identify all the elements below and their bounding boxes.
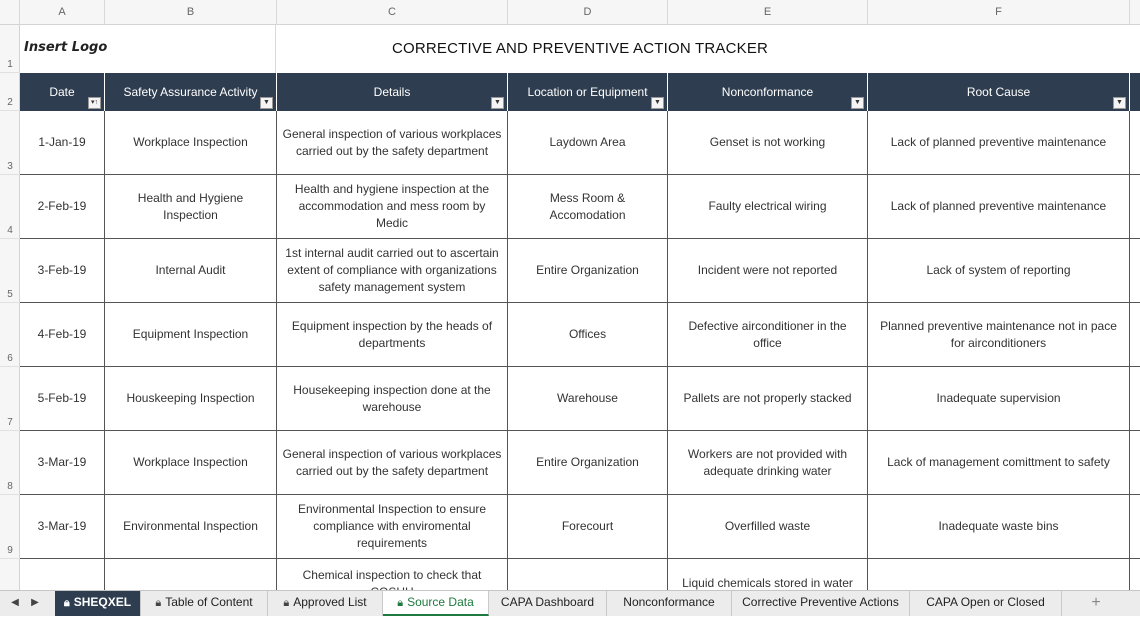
cell-date[interactable] [20,559,105,590]
page-title[interactable]: CORRECTIVE AND PREVENTIVE ACTION TRACKER [391,40,769,57]
header-location[interactable] [508,73,668,111]
table-row [20,559,1140,590]
column-header-b[interactable]: B [105,0,277,25]
header-date[interactable] [20,73,105,111]
tab-label: Nonconformance [623,595,715,609]
filter-dropdown-icon[interactable]: ▼ [651,97,664,109]
logo-placeholder[interactable]: Insert Logo [24,25,276,73]
cell-location[interactable]: Forecourt [508,495,668,558]
header-details[interactable] [277,73,508,111]
cell-details[interactable]: Health and hygiene inspection at the accommodation and mess room by Medic [277,175,508,238]
cell-location[interactable]: Entire Organization [508,239,668,302]
cell-activity[interactable]: Internal Audit [105,239,277,302]
cell-date[interactable]: 5-Feb-19 [20,367,105,430]
cell-root-cause[interactable]: Lack of system of reporting [868,239,1130,302]
row-header-1[interactable]: 1 [0,25,20,73]
tab-source-data[interactable] [383,591,489,616]
filter-dropdown-icon[interactable]: ▼ [260,97,273,109]
cell-details[interactable]: Housekeeping inspection done at the warehouse [277,367,508,430]
tab-label: CAPA Open or Closed [926,595,1045,609]
tab-label: Approved List [293,595,367,609]
cell-details[interactable]: Chemical inspection to check that [277,559,508,590]
sheet-tab-bar [0,590,1140,616]
cell-date[interactable]: 1-Jan-19 [20,111,105,174]
filter-dropdown-icon[interactable]: ▼ [491,97,504,109]
row-header-5[interactable]: 5 [0,239,20,303]
cell-details[interactable]: General inspection of various workplaces carried out by the safety department [277,431,508,494]
table-row [20,175,1140,239]
cell-nonconformance[interactable]: Liquid chemicals stored in water [668,559,868,590]
column-header-a[interactable]: A [20,0,105,25]
cell-date[interactable]: 3-Mar-19 [20,495,105,558]
table-row [20,239,1140,303]
column-header-d[interactable]: D [508,0,668,25]
column-header-f[interactable]: F [868,0,1130,25]
cell-root-cause[interactable] [868,559,1130,590]
table-header [20,73,1140,111]
cell-nonconformance[interactable]: Genset is not working [668,111,868,174]
header-activity[interactable] [105,73,277,111]
tab-label: SHEQXEL [73,595,132,609]
cell-nonconformance[interactable]: Pallets are not properly stacked [668,367,868,430]
table-row [20,431,1140,495]
cell-nonconformance[interactable]: Workers are not provided with adequate drinking water [668,431,868,494]
lock-icon: 🔒︎ [397,597,404,609]
cell-root-cause[interactable]: Inadequate waste bins [868,495,1130,558]
row-header-6[interactable]: 6 [0,303,20,367]
header-location-label: Location or Equipment [527,85,648,99]
row-header-3[interactable]: 3 [0,111,20,175]
scroll-tabs-left-icon[interactable]: ◀ [11,597,19,608]
cell-location[interactable]: Entire Organization [508,431,668,494]
cell-date[interactable]: 2-Feb-19 [20,175,105,238]
tab-table-of-content[interactable] [141,591,268,616]
cell-date[interactable]: 3-Feb-19 [20,239,105,302]
header-date-label: Date [49,85,75,99]
cell-root-cause[interactable]: Planned preventive maintenance not in pace for airconditioners [868,303,1130,366]
row-header-2[interactable]: 2 [0,73,20,111]
sort-ascending-filter-icon[interactable]: ▾↑ [88,97,101,109]
cell-activity[interactable]: Workplace Inspection [105,431,277,494]
tab-sheqxel[interactable] [55,591,141,616]
cell-location[interactable]: Mess Room & Accomodation [508,175,668,238]
cell-activity[interactable]: Equipment Inspection [105,303,277,366]
tab-label: Table of Content [165,595,253,609]
table-row [20,303,1140,367]
cell-details[interactable]: 1st internal audit carried out to ascertain extent of compliance with organizations safety management system [277,239,508,302]
header-root-cause-label: Root Cause [966,85,1031,99]
cell-nonconformance[interactable]: Faulty electrical wiring [668,175,868,238]
header-nonconformance-label: Nonconformance [721,85,814,99]
table-row [20,495,1140,559]
cell-date[interactable]: 4-Feb-19 [20,303,105,366]
cell-date[interactable]: 3-Mar-19 [20,431,105,494]
cell-activity[interactable]: Health and Hygiene Inspection [105,175,277,238]
cell-activity[interactable]: Houskeeping Inspection [105,367,277,430]
cell-location[interactable] [508,559,668,590]
tab-capa-open-or-closed[interactable] [910,591,1062,616]
column-header-e[interactable]: E [668,0,868,25]
cell-root-cause[interactable]: Lack of planned preventive maintenance [868,175,1130,238]
lock-icon: 🔒︎ [63,597,70,609]
row-header-4[interactable]: 4 [0,175,20,239]
header-root-cause[interactable] [868,73,1130,111]
header-details-label: Details [373,85,411,99]
tab-label: Source Data [407,595,474,609]
cell-details[interactable]: Equipment inspection by the heads of departments [277,303,508,366]
row-header-9[interactable]: 9 [0,495,20,559]
table-row [20,367,1140,431]
title-row [20,25,1140,73]
cell-nonconformance[interactable]: Overfilled waste [668,495,868,558]
tab-label: Corrective Preventive Actions [742,595,899,609]
cell-root-cause[interactable]: Inadequate supervision [868,367,1130,430]
cell-activity[interactable]: Environmental Inspection [105,495,277,558]
lock-icon: 🔒︎ [283,597,290,609]
cell-location[interactable]: Warehouse [508,367,668,430]
tab-approved-list[interactable] [268,591,383,616]
filter-dropdown-icon[interactable]: ▼ [851,97,864,109]
cell-activity[interactable]: Workplace Inspection [105,111,277,174]
cell-nonconformance[interactable]: Incident were not reported [668,239,868,302]
cell-activity[interactable] [105,559,277,590]
cell-nonconformance[interactable]: Defective airconditioner in the office [668,303,868,366]
select-all-corner[interactable] [0,0,20,25]
header-nonconformance[interactable] [668,73,868,111]
cell-location[interactable]: Offices [508,303,668,366]
filter-dropdown-icon[interactable]: ▼ [1113,97,1126,109]
header-activity-label: Safety Assurance Activity [123,85,258,99]
tab-label: CAPA Dashboard [500,595,595,609]
row-header-8[interactable]: 8 [0,431,20,495]
cell-location[interactable]: Laydown Area [508,111,668,174]
row-header-bar [0,25,20,590]
cell-root-cause[interactable]: Lack of management comittment to safety [868,431,1130,494]
row-header-7[interactable]: 7 [0,367,20,431]
column-header-bar [0,0,1140,25]
tab-corrective-preventive-actions[interactable] [732,591,910,616]
column-header-c[interactable]: C [277,0,508,25]
cell-details[interactable]: Environmental Inspection to ensure compliance with enviromental requirements [277,495,508,558]
scroll-tabs-right-icon[interactable]: ▶ [31,597,39,608]
cell-root-cause[interactable]: Lack of planned preventive maintenance [868,111,1130,174]
lock-icon: 🔒︎ [155,597,162,609]
tab-capa-dashboard[interactable] [489,591,607,616]
tab-nonconformance[interactable] [607,591,732,616]
cell-details[interactable]: General inspection of various workplaces carried out by the safety department [277,111,508,174]
add-sheet-button[interactable]: + [1091,594,1101,611]
table-row [20,111,1140,175]
